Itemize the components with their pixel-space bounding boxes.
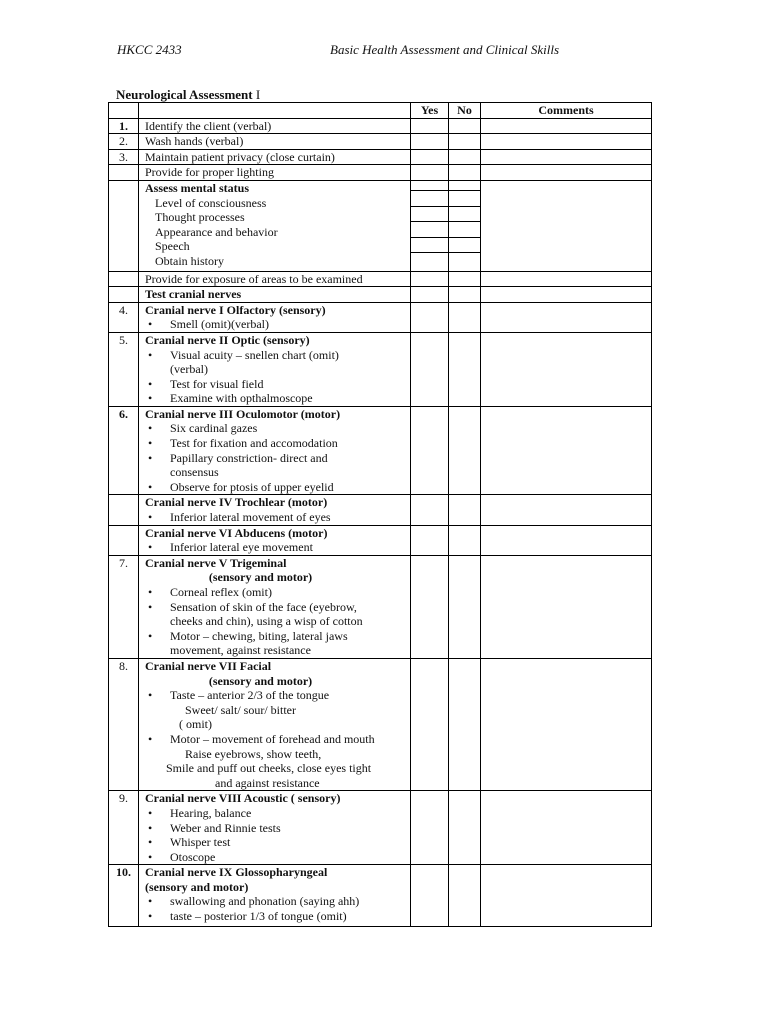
- bullet-item: • Test for visual field: [145, 377, 410, 392]
- bullet-item: • Six cardinal gazes: [145, 421, 410, 436]
- table-row: [109, 271, 652, 287]
- table-row: [109, 287, 652, 303]
- comment-cell[interactable]: [481, 406, 652, 495]
- header-course-title: Basic Health Assessment and Clinical Skills: [330, 42, 560, 57]
- row-number: 1.: [109, 118, 139, 134]
- row-number: 9.: [109, 791, 139, 865]
- table-row: [109, 555, 652, 658]
- table-row: [109, 134, 652, 150]
- comment-cell[interactable]: [481, 495, 652, 525]
- row-item: Test cranial nerves: [139, 287, 411, 303]
- comment-cell[interactable]: [481, 332, 652, 406]
- yes-cell[interactable]: [411, 658, 449, 790]
- no-cell[interactable]: [449, 287, 481, 303]
- no-cell[interactable]: [449, 238, 480, 254]
- bullet-item: • Whisper test: [145, 835, 410, 850]
- bullet-continuation: consensus: [170, 465, 219, 480]
- bullet-continuation: cheeks and chin), using a wisp of cotton: [170, 614, 363, 629]
- row-number: 8.: [109, 658, 139, 790]
- bullet-item: • taste – posterior 1/3 of tongue (omit): [145, 909, 410, 924]
- yes-cell[interactable]: [411, 791, 449, 865]
- document-title-main: Neurological Assessment: [116, 87, 253, 102]
- comment-cell[interactable]: [481, 555, 652, 658]
- no-cell[interactable]: [449, 253, 480, 268]
- bullet-item: • Motor – movement of forehead and mouth: [145, 732, 410, 747]
- no-cell[interactable]: [449, 525, 481, 555]
- yes-cell[interactable]: [411, 865, 449, 926]
- comment-cell[interactable]: [481, 865, 652, 926]
- row-number: [109, 287, 139, 303]
- yes-cell[interactable]: [411, 222, 448, 238]
- bullet-item: • Papillary constriction- direct and: [145, 451, 410, 466]
- row-item: [139, 791, 411, 865]
- bullet-continuation: Smile and puff out cheeks, close eyes tight: [166, 761, 372, 776]
- row-number: [109, 180, 139, 271]
- row-number: [109, 165, 139, 181]
- bullet-item: • Smell (omit)(verbal): [145, 317, 410, 332]
- yes-cell[interactable]: [411, 181, 448, 191]
- row-item: Provide for exposure of areas to be examined: [139, 271, 411, 287]
- nerve-title: Cranial nerve V Trigeminal: [145, 555, 287, 570]
- table-row: [109, 525, 652, 555]
- no-cell[interactable]: [449, 222, 480, 238]
- bullet-item: • Examine with opthalmoscope: [145, 391, 410, 406]
- document-title-suffix: I: [252, 87, 261, 102]
- comment-cell[interactable]: [481, 287, 652, 303]
- table-row: [109, 332, 652, 406]
- nerve-title: Cranial nerve II Optic (sensory): [145, 332, 310, 347]
- yes-cell[interactable]: [411, 253, 448, 268]
- no-cell[interactable]: [449, 191, 480, 207]
- no-cell[interactable]: [449, 791, 481, 865]
- bullet-item: • Observe for ptosis of upper eyelid: [145, 480, 410, 495]
- row-item: Provide for proper lighting: [139, 165, 411, 181]
- yes-cell[interactable]: [411, 207, 448, 223]
- no-cell[interactable]: [449, 406, 481, 495]
- no-cell[interactable]: [449, 332, 481, 406]
- assessment-table: [108, 102, 652, 927]
- bullet-continuation: Raise eyebrows, show teeth,: [185, 746, 322, 761]
- yes-cell[interactable]: [411, 118, 449, 134]
- nerve-title-type: (sensory and motor): [208, 570, 313, 585]
- mental-status-item: Level of consciousness: [155, 195, 267, 210]
- header-comments: Comments: [481, 103, 652, 119]
- mental-status-item: Thought processes: [155, 210, 245, 225]
- no-cell[interactable]: [449, 658, 481, 790]
- bullet-item: • Corneal reflex (omit): [145, 585, 410, 600]
- yes-cell[interactable]: [411, 302, 449, 332]
- comment-cell[interactable]: [481, 271, 652, 287]
- yes-cell[interactable]: [411, 332, 449, 406]
- yes-cell[interactable]: [411, 134, 449, 150]
- nerve-title: Cranial nerve III Oculomotor (motor): [145, 406, 341, 421]
- yes-cell[interactable]: [411, 149, 449, 165]
- comment-cell[interactable]: [481, 525, 652, 555]
- row-number: 2.: [109, 134, 139, 150]
- document-title: [116, 87, 260, 103]
- no-cell[interactable]: [449, 165, 481, 181]
- header-no: No: [449, 103, 481, 119]
- row-number: [109, 271, 139, 287]
- no-cell[interactable]: [449, 181, 480, 191]
- mental-status-item: Obtain history: [155, 253, 224, 268]
- row-item: [139, 332, 411, 406]
- header-number: [109, 103, 139, 119]
- no-cell[interactable]: [449, 555, 481, 658]
- row-number: 10.: [109, 865, 139, 926]
- bullet-item: • Inferior lateral eye movement: [145, 540, 410, 555]
- bullet-continuation: (verbal): [170, 362, 208, 377]
- bullet-continuation: ( omit): [179, 717, 212, 732]
- bullet-item: • Inferior lateral movement of eyes: [145, 510, 410, 525]
- table-header-row: [109, 103, 652, 119]
- nerve-title: Cranial nerve IX Glossopharyngeal: [145, 865, 328, 880]
- yes-cell[interactable]: [411, 287, 449, 303]
- table-row: [109, 865, 652, 926]
- table-row: [109, 302, 652, 332]
- comment-cell[interactable]: [481, 658, 652, 790]
- no-cell[interactable]: [449, 271, 481, 287]
- row-item: [139, 555, 411, 658]
- bullet-item: • Otoscope: [145, 850, 410, 865]
- nerve-title: Cranial nerve VI Abducens (motor): [145, 525, 328, 540]
- row-number: 6.: [109, 406, 139, 495]
- bullet-continuation: movement, against resistance: [170, 643, 311, 658]
- bullet-item: • Visual acuity – snellen chart (omit): [145, 348, 410, 363]
- yes-cell[interactable]: [411, 525, 449, 555]
- yes-cell[interactable]: [411, 406, 449, 495]
- bullet-item: • Motor – chewing, biting, lateral jaws: [145, 629, 410, 644]
- table-row: [109, 495, 652, 525]
- row-number: [109, 525, 139, 555]
- row-number: 4.: [109, 302, 139, 332]
- mental-status-item: Speech: [155, 239, 190, 254]
- bullet-item: • Sensation of skin of the face (eyebrow,: [145, 600, 410, 615]
- comment-cell[interactable]: [481, 134, 652, 150]
- row-item: [139, 180, 411, 271]
- nerve-title: Cranial nerve VIII Acoustic ( sensory): [145, 791, 341, 806]
- no-cell-group: [449, 180, 481, 271]
- yes-cell[interactable]: [411, 191, 448, 207]
- row-item: Maintain patient privacy (close curtain): [139, 149, 411, 165]
- row-item: Identify the client (verbal): [139, 118, 411, 134]
- mental-status-title: Assess mental status: [145, 180, 250, 195]
- yes-cell[interactable]: [411, 495, 449, 525]
- nerve-title: Cranial nerve VII Facial: [145, 658, 272, 673]
- row-number: 3.: [109, 149, 139, 165]
- table-row: [109, 165, 652, 181]
- bullet-item: • Weber and Rinnie tests: [145, 821, 410, 836]
- row-number: 5.: [109, 332, 139, 406]
- mental-status-item: Appearance and behavior: [155, 224, 278, 239]
- no-cell[interactable]: [449, 118, 481, 134]
- comment-cell[interactable]: [481, 180, 652, 271]
- nerve-title-type: (sensory and motor): [145, 879, 249, 894]
- table-row: [109, 149, 652, 165]
- bullet-continuation: and against resistance: [215, 775, 320, 790]
- row-number: 7.: [109, 555, 139, 658]
- yes-cell[interactable]: [411, 238, 448, 254]
- bullet-item: • Hearing, balance: [145, 806, 410, 821]
- table-row: [109, 791, 652, 865]
- no-cell[interactable]: [449, 207, 480, 223]
- no-cell[interactable]: [449, 134, 481, 150]
- comment-cell[interactable]: [481, 165, 652, 181]
- row-item: [139, 658, 411, 790]
- nerve-title: Cranial nerve IV Trochlear (motor): [145, 495, 328, 510]
- no-cell[interactable]: [449, 302, 481, 332]
- no-cell[interactable]: [449, 149, 481, 165]
- comment-cell[interactable]: [481, 302, 652, 332]
- nerve-title: Cranial nerve I Olfactory (sensory): [145, 302, 326, 317]
- row-item: [139, 865, 411, 926]
- table-row-mental-status: [109, 180, 652, 271]
- bullet-item: • Test for fixation and accomodation: [145, 436, 410, 451]
- header-item: [139, 103, 411, 119]
- table-row: [109, 658, 652, 790]
- bullet-continuation: Sweet/ salt/ sour/ bitter: [185, 702, 296, 717]
- row-item: [139, 495, 411, 525]
- yes-cell[interactable]: [411, 271, 449, 287]
- yes-cell[interactable]: [411, 165, 449, 181]
- row-item: [139, 302, 411, 332]
- table-row: [109, 406, 652, 495]
- comment-cell[interactable]: [481, 149, 652, 165]
- nerve-title-type: (sensory and motor): [208, 673, 313, 688]
- bullet-item: • Taste – anterior 2/3 of the tongue: [145, 688, 410, 703]
- row-number: [109, 495, 139, 525]
- yes-cell-group: [411, 180, 449, 271]
- table-row: [109, 118, 652, 134]
- no-cell[interactable]: [449, 495, 481, 525]
- yes-cell[interactable]: [411, 555, 449, 658]
- row-item: [139, 406, 411, 495]
- no-cell[interactable]: [449, 865, 481, 926]
- header-course-code: HKCC 2433: [117, 42, 182, 57]
- header-yes: Yes: [411, 103, 449, 119]
- comment-cell[interactable]: [481, 791, 652, 865]
- row-item: [139, 525, 411, 555]
- comment-cell[interactable]: [481, 118, 652, 134]
- bullet-item: • swallowing and phonation (saying ahh): [145, 894, 410, 909]
- row-item: Wash hands (verbal): [139, 134, 411, 150]
